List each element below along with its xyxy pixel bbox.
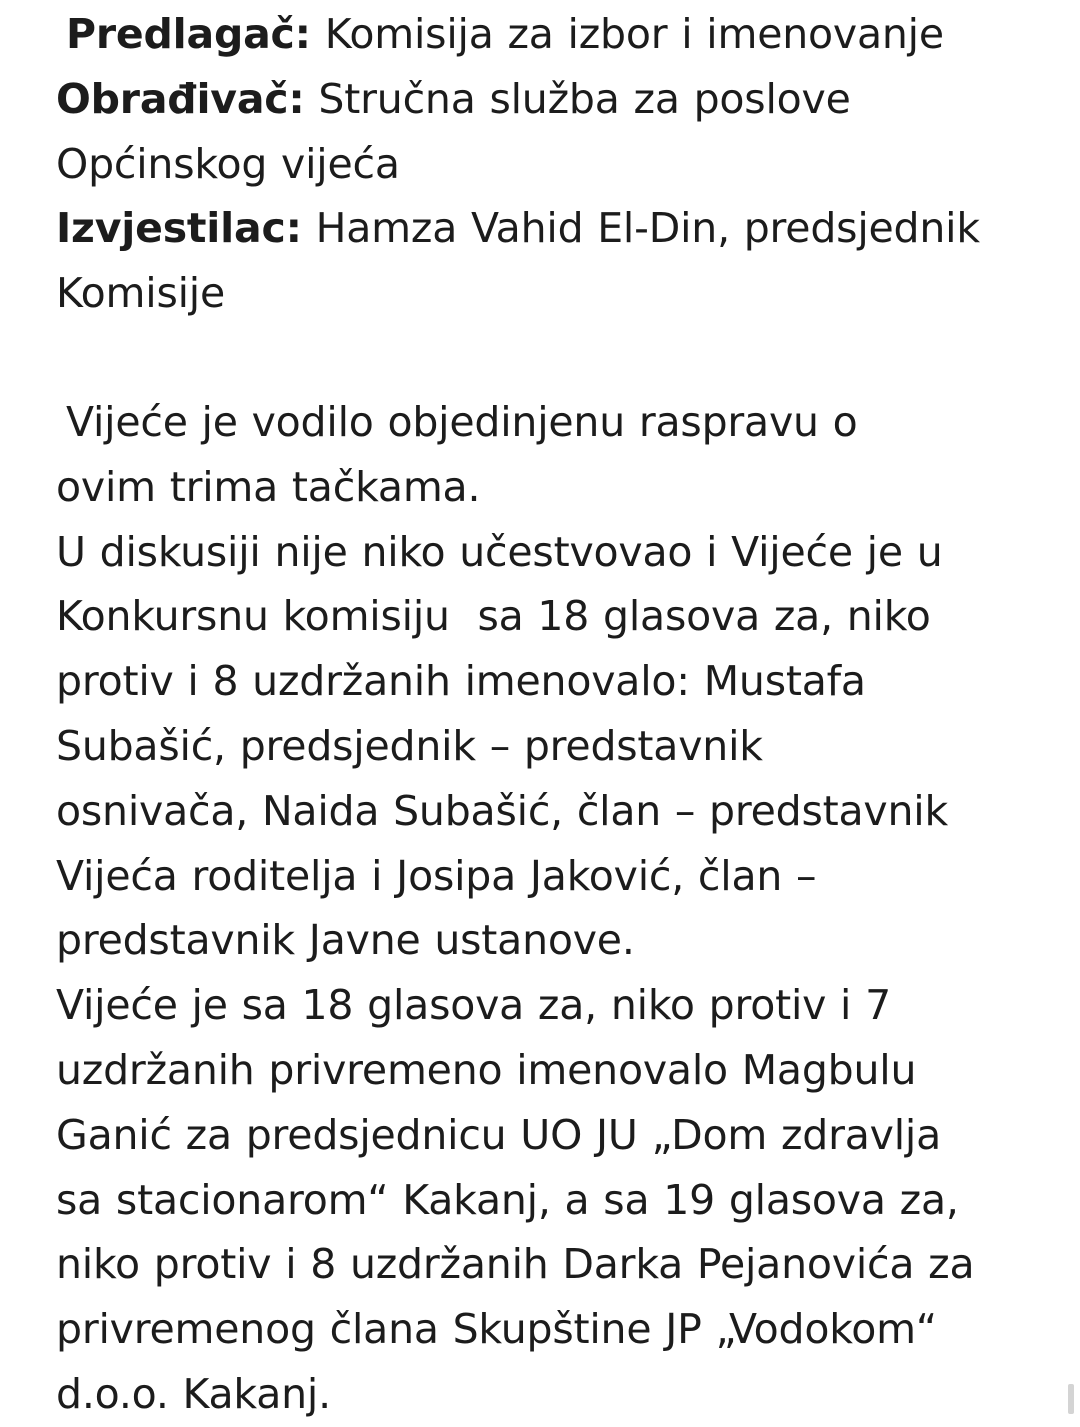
body-line: privremenog člana Skupštine JP „Vodokom“ [56, 1305, 937, 1354]
paragraph-gap [56, 326, 1046, 390]
body-line: U diskusiji nije niko učestvovao i Vijeće je u [56, 527, 943, 576]
body-line: Ganić za predsjednicu UO JU „Dom zdravlja [56, 1110, 942, 1159]
body-line: sa stacionarom“ Kakanj, a sa 19 glasova za, [56, 1175, 959, 1224]
processor-line [56, 67, 1046, 132]
proposer-line [56, 2, 1046, 67]
body-line: Vijeće je sa 18 glasova za, niko protiv i 7 [56, 981, 891, 1030]
processor-label: Obrađivač: [56, 74, 305, 123]
rapporteur-value: Hamza Vahid El-Din, predsjednik [301, 204, 980, 253]
processor-value: Stručna služba za poslove [304, 74, 851, 123]
proposer-value: Komisija za izbor i imenovanje [310, 10, 944, 58]
processor-value-continued: Općinskog vijeća [56, 139, 400, 188]
body-line: d.o.o. Kakanj. [56, 1369, 331, 1418]
body-line: predstavnik Javne ustanove. [56, 916, 635, 965]
body-line: niko protiv i 8 uzdržanih Darka Pejanovića za [56, 1240, 975, 1289]
document-text [56, 2, 1046, 1427]
body-line: uzdržanih privremeno imenovalo Magbulu [56, 1045, 917, 1094]
body-line: ovim trima tačkama. [56, 462, 481, 511]
scrollbar-thumb[interactable] [1068, 1384, 1074, 1414]
body-line: Vijeća roditelja i Josipa Jaković, član – [56, 851, 817, 900]
body-line: protiv i 8 uzdržanih imenovalo: Mustafa [56, 657, 866, 706]
rapporteur-value-continued: Komisije [56, 269, 226, 318]
body-line: Konkursnu komisiju sa 18 glasova za, niko [56, 592, 931, 641]
body-line: osnivača, Naida Subašić, član – predstavnik [56, 786, 949, 835]
rapporteur-line [56, 196, 1046, 261]
body-line: Subašić, predsjednik – predstavnik [56, 721, 763, 770]
proposer-label: Predlagač: [66, 10, 311, 58]
body-line: Vijeće je vodilo objedinjenu raspravu o [66, 397, 858, 446]
rapporteur-label: Izvjestilac: [56, 204, 302, 253]
